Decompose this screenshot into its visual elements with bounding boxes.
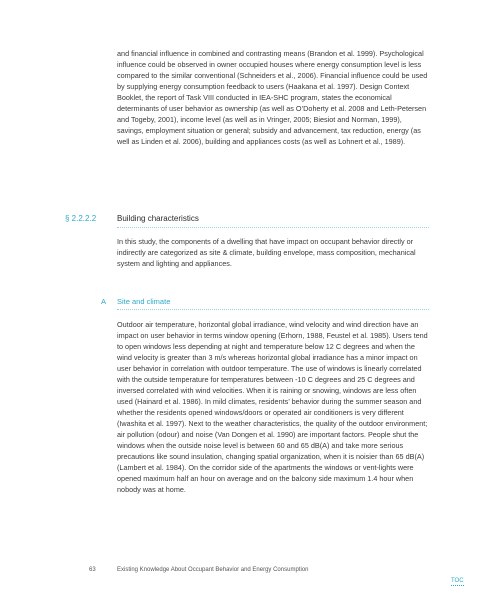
intro-paragraph: and financial influence in combined and contrasting means (Brandon et al. 1999). Psychological influence could be observed in owner occupied houses where energy consumption level is less compared to the similar conventional (Schneiders et al., 2006). Financial influence could be used by supplying energy consumption feedback to users (Haakana et al. 1997). Design Context Booklet, the report of Task VIII conducted in IEA-SHC program, states the economical determinants of user behavior as ownership (as well as O’Doherty et al. 2008 and Leth-Petersen and Togeby, 2001), income level (as well as in Vringer, 2005; Biesiot and Norman, 1999), savings, employment situation or general; subsidy and advancement, tax reduction, energy (as well as Linden et al. 2006), building and appliances costs (as well as Lohnert et al., 1989). [117, 49, 428, 146]
running-footer: Existing Knowledge About Occupant Behavior and Energy Consumption [117, 567, 309, 573]
section-divider [117, 227, 429, 228]
section-number: § 2.2.2.2 [65, 214, 97, 223]
section-title: Building characteristics [117, 214, 199, 223]
site-paragraph: Outdoor air temperature, horizontal global irradiance, wind velocity and wind direction have an impact on user behavior in terms window opening (Erhorn, 1988, Feustel et al. 1985). Users tend to open windows less depending at night and temperature below 12 C degrees and when the wind velocity is greater than 3 m/s whereas horizontal global irradiance has a minor impact on user behavior in correlation with outdoor temperature. The use of windows is linearly correlated with the outside temperature for temperatures between -10 C degrees and 25 C degrees and inversed correlated with wind velocities. When it is raining or snowing, windows are less often used (Hainard et al. 1986). In mild climates, residents’ behavior during the summer season and whether the residents opened windows/doors or operated air conditioners is very different (Iwashita et al. 1997). Next to the weather characteristics, the quality of the outdoor environment; air pollution (odour) and noise (Van Dongen et al. 1990) are important factors. People shut the windows when the outside noise level is between 60 and 65 dB(A) and take more serious precautions like sound insulation, changing spatial organization, when it is noisier than 65 dB(A) (Lambert et al. 1984). On the corridor side of the apartments the windows or vent-lights were opened maximum half an hour on average and on the balcony side maximum 1.4 hour when nobody was at home. [117, 320, 428, 494]
building-paragraph: In this study, the components of a dwelling that have impact on occupant behavior directly or indirectly are categorized as site & climate, building envelope, mass composition, mechanical system and lighting and appliances. [117, 237, 416, 268]
subsection-letter: A [101, 297, 107, 306]
page-number: 63 [89, 567, 96, 573]
subsection-divider [117, 309, 429, 310]
subsection-title: Site and climate [117, 297, 171, 306]
toc-link[interactable]: TOC [451, 578, 464, 584]
